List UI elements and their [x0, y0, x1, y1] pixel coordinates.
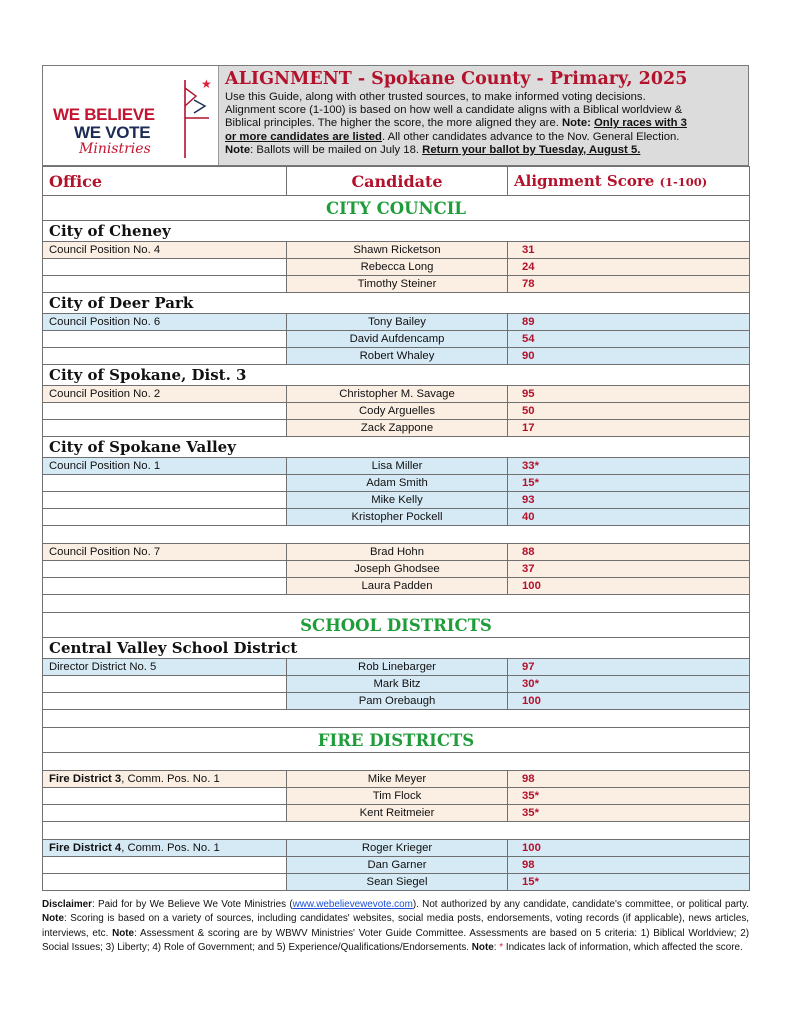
candidate-row — [43, 420, 750, 437]
asterisk-marker: * — [499, 941, 504, 953]
office-name: Council Position No. 6 — [49, 316, 161, 328]
candidate-row — [43, 242, 750, 259]
candidate-column-header: Candidate — [287, 167, 508, 196]
office-cell — [43, 492, 287, 509]
spacer-row — [43, 710, 750, 728]
office-cell — [43, 788, 287, 805]
alignment-score: 37 — [508, 561, 750, 578]
logo-line-3: Ministries — [79, 141, 151, 157]
races-note: Only races with 3 — [594, 117, 687, 130]
office-cell — [43, 276, 287, 293]
candidate-name: Kent Reitmeier — [287, 805, 508, 822]
candidate-row — [43, 492, 750, 509]
candidate-row — [43, 331, 750, 348]
intro-line-1: Use this Guide, along with other trusted sources, to make informed voting decisions. — [225, 91, 646, 103]
office-name: Director District No. 5 — [49, 661, 157, 673]
candidate-name: Kristopher Pockell — [287, 509, 508, 526]
candidate-row — [43, 348, 750, 365]
candidate-row — [43, 840, 750, 857]
alignment-score: 98 — [508, 771, 750, 788]
jurisdiction-row — [43, 365, 750, 386]
candidate-row — [43, 386, 750, 403]
candidate-name: Brad Hohn — [287, 544, 508, 561]
candidate-name: Laura Padden — [287, 578, 508, 595]
alignment-score: 95 — [508, 386, 750, 403]
candidate-name: Timothy Steiner — [287, 276, 508, 293]
spacer-row — [43, 526, 750, 544]
alignment-score: 90 — [508, 348, 750, 365]
office-name: Council Position No. 2 — [49, 388, 161, 400]
candidate-row — [43, 475, 750, 492]
candidate-name: Mike Meyer — [287, 771, 508, 788]
section-heading-row — [43, 613, 750, 638]
candidate-name: Tim Flock — [287, 788, 508, 805]
ballot-mail-note: : Ballots will be mailed on July 18. — [250, 143, 423, 156]
candidate-name: Roger Krieger — [287, 840, 508, 857]
jurisdiction-row — [43, 221, 750, 242]
candidate-row — [43, 403, 750, 420]
spacer-row — [43, 753, 750, 771]
spacer-cell — [43, 822, 750, 840]
office-cell — [43, 314, 287, 331]
alignment-score: 50 — [508, 403, 750, 420]
alignment-score: 78 — [508, 276, 750, 293]
guide-title: ALIGNMENT - Spokane County - Primary, 2025 — [225, 69, 688, 89]
candidate-row — [43, 771, 750, 788]
section-title: CITY COUNCIL — [43, 196, 750, 221]
note-label: Note — [225, 143, 251, 156]
return-deadline: Return your ballot by Tuesday, August 5. — [422, 143, 641, 156]
spacer-cell — [43, 595, 750, 613]
office-cell — [43, 259, 287, 276]
candidate-row — [43, 857, 750, 874]
disclaimer-text: Indicates lack of information, which affected the score. — [503, 941, 743, 953]
office-cell — [43, 475, 287, 492]
office-cell — [43, 561, 287, 578]
candidate-name: Mike Kelly — [287, 492, 508, 509]
disclaimer-label: Disclaimer — [42, 899, 92, 910]
jurisdiction-row — [43, 638, 750, 659]
alignment-score: 31 — [508, 242, 750, 259]
candidate-name: Sean Siegel — [287, 874, 508, 891]
ministry-logo — [43, 66, 219, 165]
office-column-header: Office — [43, 167, 287, 196]
candidate-row — [43, 805, 750, 822]
score-column-header — [508, 167, 750, 196]
candidate-name: Pam Orebaugh — [287, 693, 508, 710]
intro-line-2: Alignment score (1-100) is based on how well a candidate aligns with a Biblical worldview & — [225, 104, 683, 117]
jurisdiction-name: City of Deer Park — [43, 293, 750, 314]
candidate-row — [43, 578, 750, 595]
office-cell — [43, 458, 287, 475]
score-header-label: Alignment Score — [514, 172, 655, 190]
alignment-score: 89 — [508, 314, 750, 331]
candidate-name: Lisa Miller — [287, 458, 508, 475]
office-cell — [43, 242, 287, 259]
disclaimer-text: ). Not authorized by any candidate, candidate's committee, or political party. — [412, 899, 749, 910]
candidate-row — [43, 276, 750, 293]
spacer-cell — [43, 526, 750, 544]
candidate-name: David Aufdencamp — [287, 331, 508, 348]
intro-line-5 — [225, 144, 742, 157]
disclaimer-text: : — [493, 941, 500, 953]
office-cell — [43, 693, 287, 710]
candidate-row — [43, 259, 750, 276]
alignment-score: 35* — [508, 788, 750, 805]
alignment-score: 30* — [508, 676, 750, 693]
disclaimer-text: : Assessment & scoring are by WBWV Ministries' Voter Guide Committee. Assessments are based on 5 criteria: 1) Biblical Worldview; 2) Social Issues; 3) Liberty; 4) Role of Government; and 5) Experience/Qualifications/Endorsements. — [42, 927, 749, 953]
candidate-name: Zack Zappone — [287, 420, 508, 437]
candidate-row — [43, 788, 750, 805]
section-heading-row — [43, 728, 750, 753]
candidate-name: Christopher M. Savage — [287, 386, 508, 403]
office-name: , Comm. Pos. No. 1 — [121, 842, 220, 854]
office-name: Council Position No. 7 — [49, 546, 161, 558]
candidate-name: Robert Whaley — [287, 348, 508, 365]
alignment-score: 40 — [508, 509, 750, 526]
candidate-name: Dan Garner — [287, 857, 508, 874]
candidate-name: Tony Bailey — [287, 314, 508, 331]
spacer-cell — [43, 753, 750, 771]
office-cell — [43, 420, 287, 437]
candidate-row — [43, 458, 750, 475]
alignment-score: 33* — [508, 458, 750, 475]
office-cell — [43, 676, 287, 693]
races-note-cont: or more candidates are listed — [225, 130, 382, 143]
alignment-score: 88 — [508, 544, 750, 561]
intro-text: Biblical principles. The higher the score, the more aligned they are. — [225, 117, 562, 130]
note-label: Note — [471, 941, 494, 953]
voter-guide — [42, 65, 749, 891]
office-cell — [43, 331, 287, 348]
note-label: Note: — [562, 117, 591, 130]
spacer-cell — [43, 710, 750, 728]
alignment-score: 93 — [508, 492, 750, 509]
candidate-row — [43, 314, 750, 331]
candidate-name: Cody Arguelles — [287, 403, 508, 420]
note-label: Note — [42, 913, 64, 925]
intro-line-3 — [225, 117, 742, 130]
candidate-name: Rebecca Long — [287, 259, 508, 276]
jurisdiction-name: City of Spokane, Dist. 3 — [43, 365, 750, 386]
office-cell — [43, 386, 287, 403]
logo-line-2: WE VOTE — [74, 123, 151, 142]
candidate-row — [43, 561, 750, 578]
candidate-name: Rob Linebarger — [287, 659, 508, 676]
alignment-score: 15* — [508, 475, 750, 492]
candidate-name: Joseph Ghodsee — [287, 561, 508, 578]
section-title: FIRE DISTRICTS — [43, 728, 750, 753]
alignment-score: 17 — [508, 420, 750, 437]
spacer-row — [43, 822, 750, 840]
jurisdiction-name: Central Valley School District — [43, 638, 750, 659]
office-district: Fire District 3 — [49, 773, 122, 785]
disclaimer-text: : Scoring is based on a variety of sources, including candidates' websites, social media posts, endorsements, voting records (if applicable), news articles, interviews, etc. — [42, 913, 749, 939]
alignment-score: 35* — [508, 805, 750, 822]
office-cell — [43, 805, 287, 822]
disclaimer — [42, 898, 749, 955]
website-link[interactable]: www.webelievewevote.com — [292, 899, 413, 910]
jurisdiction-row — [43, 437, 750, 458]
section-heading-row — [43, 196, 750, 221]
candidate-row — [43, 693, 750, 710]
office-cell — [43, 857, 287, 874]
alignment-score: 100 — [508, 578, 750, 595]
column-header-row — [43, 167, 750, 196]
candidate-row — [43, 676, 750, 693]
note-label: Note — [112, 927, 135, 939]
office-cell — [43, 544, 287, 561]
office-cell — [43, 578, 287, 595]
disclaimer-text: : Paid for by We Believe We Vote Ministries ( — [91, 899, 293, 910]
office-cell — [43, 403, 287, 420]
office-cell — [43, 659, 287, 676]
score-range-label: (1-100) — [659, 175, 708, 189]
office-cell — [43, 771, 287, 788]
candidate-row — [43, 544, 750, 561]
office-cell — [43, 840, 287, 857]
advance-note: . All other candidates advance to the Nov. General Election. — [381, 130, 680, 143]
section-title: SCHOOL DISTRICTS — [43, 613, 750, 638]
office-cell — [43, 874, 287, 891]
office-name: Council Position No. 4 — [49, 244, 161, 256]
alignment-score: 100 — [508, 693, 750, 710]
alignment-score: 97 — [508, 659, 750, 676]
jurisdiction-row — [43, 293, 750, 314]
scores-table — [42, 166, 750, 891]
logo-line-1: WE BELIEVE — [53, 105, 155, 124]
header-text — [219, 66, 748, 165]
intro-line-4 — [225, 131, 742, 144]
alignment-score: 15* — [508, 874, 750, 891]
jurisdiction-name: City of Spokane Valley — [43, 437, 750, 458]
spacer-row — [43, 595, 750, 613]
alignment-score: 98 — [508, 857, 750, 874]
candidate-name: Adam Smith — [287, 475, 508, 492]
alignment-score: 100 — [508, 840, 750, 857]
office-cell — [43, 509, 287, 526]
candidate-name: Mark Bitz — [287, 676, 508, 693]
jurisdiction-name: City of Cheney — [43, 221, 750, 242]
svg-text:★: ★ — [201, 77, 212, 91]
office-cell — [43, 348, 287, 365]
candidate-row — [43, 659, 750, 676]
candidate-name: Shawn Ricketson — [287, 242, 508, 259]
alignment-score: 54 — [508, 331, 750, 348]
office-name: Council Position No. 1 — [49, 460, 161, 472]
office-district: Fire District 4 — [49, 842, 122, 854]
candidate-row — [43, 874, 750, 891]
candidate-row — [43, 509, 750, 526]
guide-header — [42, 65, 749, 166]
alignment-score: 24 — [508, 259, 750, 276]
office-name: , Comm. Pos. No. 1 — [121, 773, 220, 785]
